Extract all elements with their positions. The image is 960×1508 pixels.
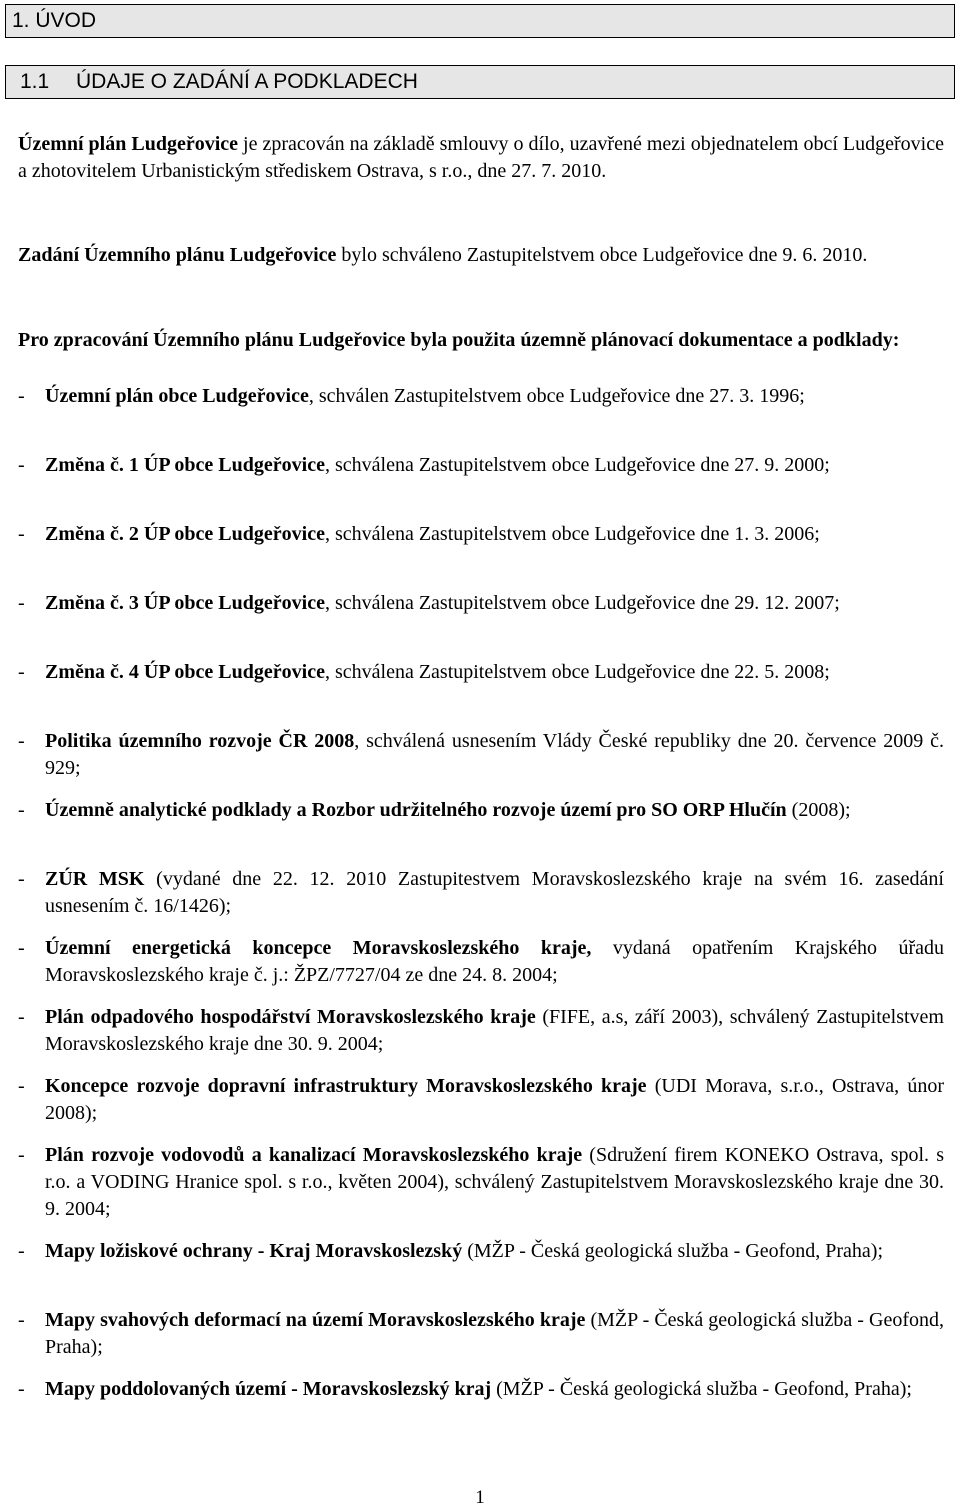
zadani-paragraph	[18, 242, 944, 269]
list-item-bold: Koncepce rozvoje dopravní infrastruktury Moravskoslezského kraje	[45, 1075, 647, 1097]
list-dash: -	[18, 1075, 25, 1097]
section-number: 1.1	[20, 70, 50, 93]
list-item-text	[45, 1004, 944, 1058]
list-dash: -	[18, 1006, 25, 1028]
list-item-rest: (2008);	[786, 799, 851, 821]
list-item-bold: Územně analytické podklady a Rozbor udržitelného rozvoje území pro SO ORP Hlučín	[45, 799, 787, 821]
list-item-rest: vydaná opatřením Krajského úřadu Moravskoslezského kraje č. j.: ŽPZ/7727/04 ze dne 24. 8. 2004;	[45, 937, 944, 986]
list-item	[18, 1307, 944, 1361]
page-number: 1	[475, 1487, 485, 1508]
list-item-bold: ZÚR MSK	[45, 868, 145, 890]
list-item-bold: Mapy ložiskové ochrany - Kraj Moravskoslezský	[45, 1240, 463, 1262]
list-item-text	[45, 1073, 944, 1127]
list-dash: -	[18, 868, 25, 890]
chapter-heading	[5, 4, 955, 38]
list-dash: -	[18, 592, 25, 614]
list-item-text	[45, 659, 944, 686]
list-item-rest: , schválen Zastupitelstvem obce Ludgeřovice dne 27. 3. 1996;	[308, 385, 805, 407]
list-item-bold: Změna č. 1 ÚP obce Ludgeřovice	[45, 454, 325, 476]
list-item	[18, 797, 944, 824]
list-item-text	[45, 590, 944, 617]
podklady-lead: Pro zpracování Územního plánu Ludgeřovice byla použita územně plánovací dokumentace a podklady:	[18, 329, 900, 351]
list-dash: -	[18, 661, 25, 683]
list-item	[18, 1004, 944, 1058]
list-item-rest: (Sdružení firem KONEKO Ostrava, spol. s r.o. a VODING Hranice spol. s r.o., květen 2004), schválený Zastupitelstvem Moravskoslezského kraje dne 30. 9. 2004;	[45, 1144, 944, 1220]
list-item-text	[45, 866, 944, 920]
list-item-text	[45, 383, 944, 410]
list-item-rest: (MŽP - Česká geologická služba - Geofond, Praha);	[462, 1240, 883, 1262]
list-item-text	[45, 1376, 944, 1403]
list-dash: -	[18, 1240, 25, 1262]
list-item-rest: , schválena Zastupitelstvem obce Ludgeřovice dne 27. 9. 2000;	[324, 454, 830, 476]
list-item	[18, 1142, 944, 1223]
list-item-bold: Změna č. 3 ÚP obce Ludgeřovice	[45, 592, 325, 614]
list-item-bold: Politika územního rozvoje ČR 2008	[45, 730, 355, 752]
list-item-rest: , schválena Zastupitelstvem obce Ludgeřovice dne 22. 5. 2008;	[324, 661, 830, 683]
chapter-title: ÚVOD	[35, 9, 97, 32]
list-item-text	[45, 935, 944, 989]
list-item	[18, 728, 944, 782]
section-heading	[5, 65, 955, 99]
list-item-rest: (FIFE, a.s, září 2003), schválený Zastupitelstvem Moravskoslezského kraje dne 30. 9. 2004;	[45, 1006, 944, 1055]
list-item	[18, 935, 944, 989]
list-item-text	[45, 728, 944, 782]
list-item-text	[45, 1238, 944, 1265]
list-item-bold: Změna č. 4 ÚP obce Ludgeřovice	[45, 661, 325, 683]
list-item	[18, 383, 944, 410]
list-item-rest: (MŽP - Česká geologická služba - Geofond, Praha);	[491, 1378, 912, 1400]
list-item-rest: (vydané dne 22. 12. 2010 Zastupitestvem Moravskoslezského kraje na svém 16. zasedání usnesením č. 16/1426);	[45, 868, 944, 917]
intro-paragraph	[18, 131, 944, 185]
list-dash: -	[18, 454, 25, 476]
list-dash: -	[18, 799, 25, 821]
list-dash: -	[18, 523, 25, 545]
list-item	[18, 521, 944, 548]
list-item-text	[45, 452, 944, 479]
list-item	[18, 590, 944, 617]
chapter-number: 1.	[12, 9, 30, 32]
list-item-rest: (UDI Morava, s.r.o., Ostrava, únor 2008);	[45, 1075, 945, 1124]
list-item-rest: , schválena Zastupitelstvem obce Ludgeřovice dne 1. 3. 2006;	[324, 523, 820, 545]
list-item-bold: Změna č. 2 ÚP obce Ludgeřovice	[45, 523, 325, 545]
list-item-bold: Plán rozvoje vodovodů a kanalizací Moravskoslezského kraje	[45, 1144, 583, 1166]
list-item	[18, 452, 944, 479]
list-item	[18, 659, 944, 686]
list-item-rest: , schválena Zastupitelstvem obce Ludgeřovice dne 29. 12. 2007;	[324, 592, 840, 614]
list-dash: -	[18, 385, 25, 407]
list-item	[18, 866, 944, 920]
list-dash: -	[18, 1144, 25, 1166]
section-title: ÚDAJE O ZADÁNÍ A PODKLADECH	[76, 70, 418, 93]
zadani-bold: Zadání Územního plánu Ludgeřovice	[18, 244, 337, 266]
list-dash: -	[18, 1378, 25, 1400]
list-item-text	[45, 521, 944, 548]
list-item-bold: Plán odpadového hospodářství Moravskoslezského kraje	[45, 1006, 536, 1028]
list-dash: -	[18, 1309, 25, 1331]
zadani-text: bylo schváleno Zastupitelstvem obce Ludgeřovice dne 9. 6. 2010.	[336, 244, 868, 266]
list-item-rest: (MŽP - Česká geologická služba - Geofond, Praha);	[45, 1309, 944, 1358]
list-dash: -	[18, 937, 25, 959]
intro-text: je zpracován na základě smlouvy o dílo, uzavřené mezi objednatelem obcí Ludgeřovice a zhotovitelem Urbanistickým střediskem Ostrava, s r.o., dne 27. 7. 2010.	[18, 133, 944, 182]
list-item	[18, 1073, 944, 1127]
list-item-rest: , schválená usnesením Vlády České republiky dne 20. července 2009 č. 929;	[45, 730, 945, 779]
list-item-bold: Územní plán obce Ludgeřovice	[45, 385, 309, 407]
list-item-bold: Územní energetická koncepce Moravskoslezského kraje,	[45, 937, 592, 959]
list-dash: -	[18, 730, 25, 752]
intro-bold: Územní plán Ludgeřovice	[18, 133, 239, 155]
list-item-bold: Mapy poddolovaných území - Moravskoslezský kraj	[45, 1378, 492, 1400]
list-item-bold: Mapy svahových deformací na území Moravskoslezského kraje	[45, 1309, 586, 1331]
list-item-text	[45, 797, 944, 824]
list-item-text	[45, 1307, 944, 1361]
list-item-text	[45, 1142, 944, 1223]
list-item	[18, 1376, 944, 1403]
list-item	[18, 1238, 944, 1265]
